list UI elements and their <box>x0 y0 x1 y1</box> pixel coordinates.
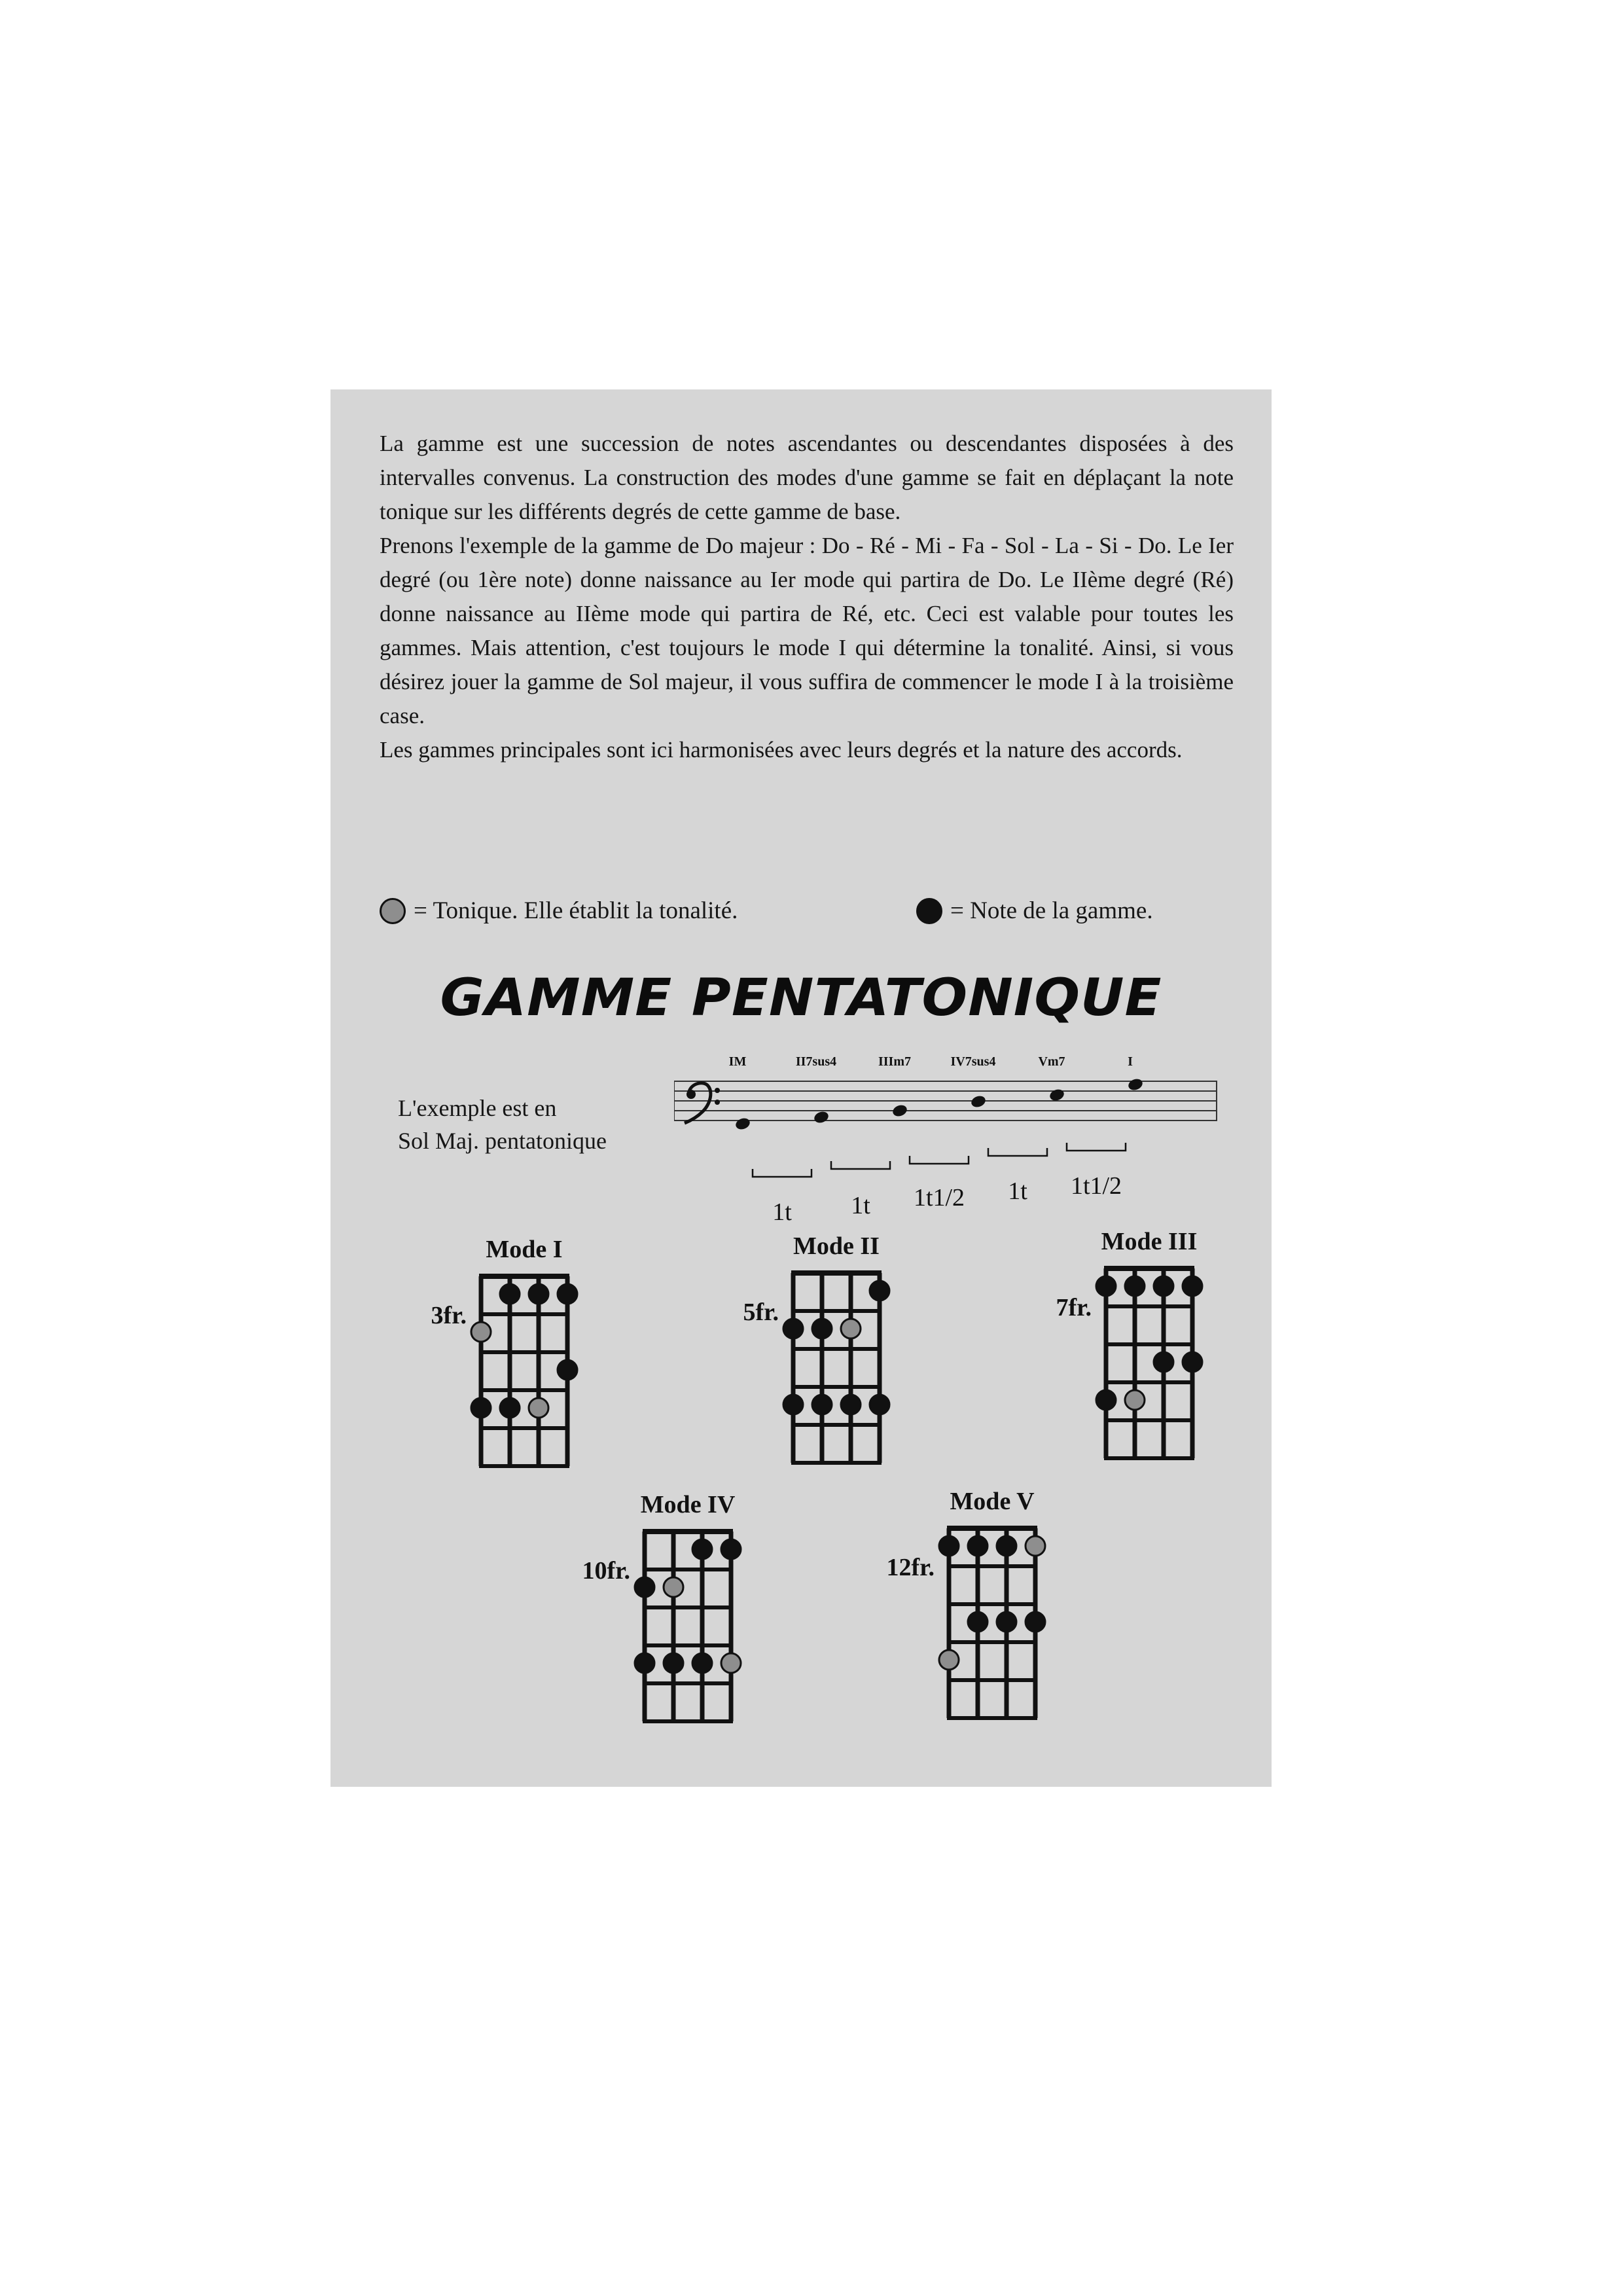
interval-bracket <box>910 1156 969 1164</box>
tonic-note-dot <box>529 1398 548 1418</box>
scale-note-dot <box>558 1360 577 1380</box>
legend-note-label: = Note de la gamme. <box>950 897 1153 924</box>
scale-note-dot <box>635 1653 654 1673</box>
staff-notes <box>734 1077 1144 1132</box>
mode-diagram <box>540 1482 815 1757</box>
scale-note-dot <box>500 1398 520 1418</box>
example-line-1: L'exemple est en <box>398 1095 557 1121</box>
interval-label: 1t <box>851 1192 870 1219</box>
scale-note-dot <box>692 1539 712 1559</box>
tonic-note-dot <box>721 1653 741 1673</box>
interval-label: 1t1/2 <box>1070 1172 1122 1200</box>
tonic-note-dot <box>1026 1536 1045 1556</box>
degree-label: IIIm7 <box>878 1054 912 1069</box>
scale-note-dot <box>1096 1276 1116 1296</box>
scale-note-dot <box>812 1319 832 1338</box>
scale-note-dot <box>968 1536 988 1556</box>
mode-diagram <box>376 1227 651 1502</box>
tonic-dot-icon <box>380 898 406 924</box>
intro-paragraph-2: Prenons l'exemple de la gamme de Do majeur : Do - Ré - Mi - Fa - Sol - La - Si - Do. Le Ier degré (ou 1ère note) donne naissance au Ier mode qui partira de Do. Le IIème degré (Ré) donne naissance au IIème mode qui partira de Ré, etc. Ceci est valable pour toutes les gammes. Mais attention, c'est toujours le mode I qui détermine la tonalité. Ainsi, si vous désirez jouer la gamme de Sol majeur, il vous suffira de commencer le mode I à la troisième case. <box>380 533 1234 728</box>
interval-bracket <box>753 1169 812 1177</box>
scale-note-dot <box>529 1284 548 1304</box>
intro-paragraph-1: La gamme est une succession de notes ascendantes ou descendantes disposées à des intervalles convenus. La construction des modes d'une gamme se fait en déplaçant la note tonique sur les différents degrés de cette gamme de base. <box>380 431 1234 524</box>
mode-diagram <box>1001 1219 1276 1494</box>
tonic-note-dot <box>841 1319 861 1338</box>
scale-note-dot <box>1183 1352 1202 1372</box>
staff-note <box>734 1117 751 1132</box>
fret-label: 12fr. <box>886 1554 935 1581</box>
scale-note-dot <box>500 1284 520 1304</box>
mode-title: Mode V <box>950 1488 1035 1515</box>
scale-note-dot <box>997 1612 1016 1632</box>
interval-bracket <box>1067 1143 1126 1151</box>
mode-title: Mode IV <box>640 1491 736 1518</box>
interval-label: 1t <box>1008 1177 1027 1205</box>
scale-note-dot <box>783 1395 803 1414</box>
scale-note-dot <box>1154 1352 1173 1372</box>
staff-note <box>813 1110 830 1125</box>
scale-note-dot <box>870 1281 889 1300</box>
section-heading: GAMME PENTATONIQUE <box>440 969 1162 1028</box>
mode-diagram <box>688 1224 963 1499</box>
degree-label: Vm7 <box>1038 1054 1065 1069</box>
mode-title: Mode III <box>1101 1228 1198 1255</box>
fret-label: 3fr. <box>431 1302 467 1329</box>
scale-note-dot <box>812 1395 832 1414</box>
scale-note-dot <box>664 1653 683 1673</box>
fret-label: 7fr. <box>1056 1294 1092 1321</box>
legend-scale-note <box>916 897 1153 925</box>
mode-title: Mode I <box>486 1236 563 1263</box>
scale-note-dot <box>471 1398 491 1418</box>
scale-note-dot <box>721 1539 741 1559</box>
staff-note <box>1127 1077 1144 1092</box>
bass-staff <box>674 1047 1217 1237</box>
degree-label: I <box>1128 1054 1133 1069</box>
legend-tonic <box>380 897 738 925</box>
scale-note-dot <box>558 1284 577 1304</box>
degree-label: II7sus4 <box>795 1054 837 1069</box>
interval-brackets <box>753 1143 1126 1226</box>
scale-note-dot <box>783 1319 803 1338</box>
degree-label: IV7sus4 <box>950 1054 996 1069</box>
fret-label: 10fr. <box>582 1557 630 1585</box>
scale-note-dot <box>1096 1390 1116 1410</box>
scale-note-dot <box>968 1612 988 1632</box>
scale-note-dot <box>1183 1276 1202 1296</box>
tonic-note-dot <box>471 1322 491 1342</box>
intro-text <box>380 427 1234 767</box>
staff-note <box>891 1103 908 1119</box>
staff-note <box>1048 1088 1065 1103</box>
example-line-2: Sol Maj. pentatonique <box>398 1128 607 1154</box>
staff-note <box>970 1094 987 1109</box>
scale-note-dot <box>635 1577 654 1597</box>
degree-labels <box>729 1054 1133 1069</box>
scale-note-dot <box>1125 1276 1145 1296</box>
tonic-note-dot <box>1125 1390 1145 1410</box>
degree-label: IM <box>728 1054 747 1069</box>
bass-clef-icon <box>685 1083 720 1123</box>
intro-paragraph-3: Les gammes principales sont ici harmonisées avec leurs degrés et la nature des accords. <box>380 737 1183 762</box>
scale-note-dot <box>997 1536 1016 1556</box>
interval-label: 1t1/2 <box>913 1184 965 1211</box>
tonic-note-dot <box>664 1577 683 1597</box>
legend-tonic-label: = Tonique. Elle établit la tonalité. <box>414 897 738 924</box>
scale-note-dot <box>841 1395 861 1414</box>
scale-note-dot <box>1154 1276 1173 1296</box>
interval-bracket <box>988 1148 1047 1156</box>
note-dot-icon <box>916 898 942 924</box>
interval-bracket <box>831 1161 890 1169</box>
scale-note-dot <box>1026 1612 1045 1632</box>
interval-label: 1t <box>772 1198 792 1226</box>
fret-label: 5fr. <box>743 1299 779 1326</box>
mode-diagram <box>844 1479 1119 1754</box>
mode-title: Mode II <box>793 1232 880 1260</box>
scale-note-dot <box>692 1653 712 1673</box>
scale-note-dot <box>939 1536 959 1556</box>
tonic-note-dot <box>939 1650 959 1670</box>
scale-note-dot <box>870 1395 889 1414</box>
